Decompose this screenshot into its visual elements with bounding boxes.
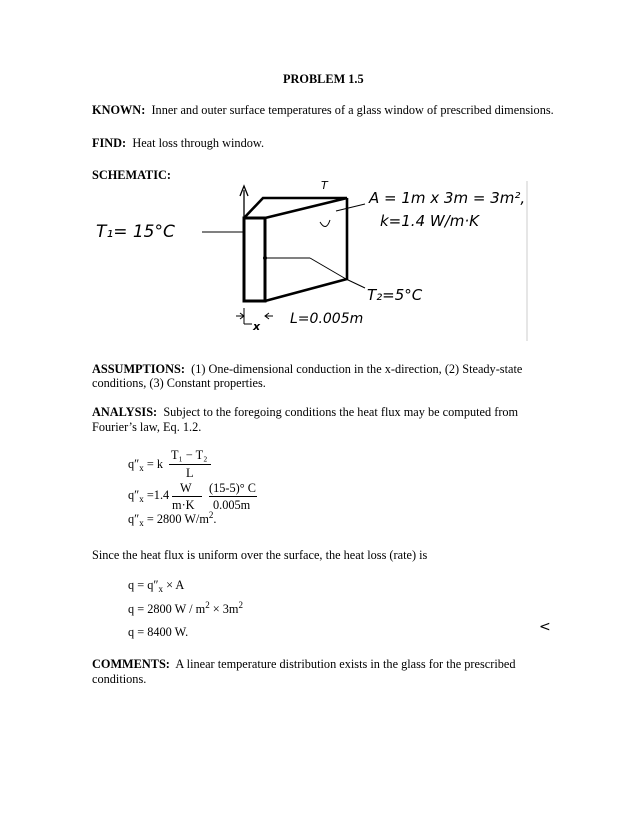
page-title: PROBLEM 1.5 <box>283 72 364 86</box>
area-label: A = 1m x 3m = 3m², <box>369 189 526 207</box>
eq1-fraction-bar <box>169 464 211 465</box>
analysis-line-1 <box>92 405 518 420</box>
comments-label: COMMENTS: <box>92 657 170 671</box>
t1-label: T₁= 15°C <box>96 222 175 242</box>
q1-text: q = q″ <box>128 578 159 592</box>
known-label: KNOWN: <box>92 103 146 117</box>
answer-mark: < <box>539 619 551 635</box>
comments-line-1 <box>92 657 516 672</box>
analysis-text-1: Subject to the foregoing conditions the heat flux may be computed from <box>163 405 519 419</box>
conductivity-label: k=1.4 W/m·K <box>380 212 479 230</box>
q2-sup2: 2 <box>238 600 243 610</box>
find-text: Heat loss through window. <box>132 136 265 150</box>
t-axis-label: T <box>321 179 328 192</box>
t2-label: T₂=5°C <box>367 286 423 304</box>
x-axis-label: x <box>253 320 261 333</box>
analysis-text-2: Fourier’s law, Eq. 1.2. <box>92 420 202 434</box>
eq2-sub: x <box>139 494 144 504</box>
eq2-denominator: 0.005m <box>213 498 251 512</box>
assumptions-text-2: conditions, (3) Constant properties. <box>92 376 266 390</box>
eq3-rhs: = 2800 W/m <box>146 512 209 526</box>
q1-sub: x <box>158 584 164 594</box>
eq3-sub: x <box>139 518 144 528</box>
q2-sup: 2 <box>205 600 210 610</box>
find-section <box>92 136 264 151</box>
eq3-q: q″ <box>128 512 140 526</box>
schematic-label: SCHEMATIC: <box>92 168 172 182</box>
eq1-sub: x <box>139 463 144 473</box>
known-text: Inner and outer surface temperatures of a glass window of prescribed dimensions. <box>151 103 554 117</box>
eq2-q: q″ <box>128 488 140 502</box>
analysis-label: ANALYSIS: <box>92 405 158 419</box>
eq2-unit-numerator: W <box>180 481 192 495</box>
eq1-denominator: L <box>186 466 194 480</box>
q1-end: × A <box>163 578 185 592</box>
q-eq-1 <box>128 578 184 593</box>
q2-mid: × 3m <box>209 602 239 616</box>
assumptions-label: ASSUMPTIONS: <box>92 362 185 376</box>
since-text: Since the heat flux is uniform over the surface, the heat loss (rate) is <box>92 548 428 562</box>
q-eq-3: q = 8400 W. <box>128 625 189 639</box>
eq1-equals: = k <box>146 457 164 471</box>
eq1-numerator: T₁ − T₂ <box>171 448 208 462</box>
eq1-lhs <box>128 457 163 472</box>
known-section <box>92 103 554 118</box>
comments-text-1: A linear temperature distribution exists in the glass for the prescribed <box>175 657 516 671</box>
q-eq-2 <box>128 602 243 617</box>
eq2-coeff: =1.4 <box>146 488 170 502</box>
assumptions-line-1 <box>92 362 522 377</box>
eq1-q: q″ <box>128 457 140 471</box>
eq2-unit-bar <box>172 496 202 497</box>
find-label: FIND: <box>92 136 127 150</box>
q2-text: q = 2800 W / m <box>128 602 206 616</box>
comments-text-2: conditions. <box>92 672 147 686</box>
thickness-label: L=0.005m <box>290 311 364 327</box>
eq2-fraction-bar <box>209 496 257 497</box>
eq3-sup: 2 <box>208 510 214 520</box>
eq2-unit-denominator: m·K <box>172 498 195 512</box>
eq2-numerator: (15-5)° C <box>209 481 256 495</box>
eq2-lhs <box>128 488 169 503</box>
eq3-end: . <box>213 512 217 526</box>
eq3 <box>128 512 216 527</box>
assumptions-text-1: (1) One-dimensional conduction in the x-direction, (2) Steady-state <box>191 362 523 376</box>
